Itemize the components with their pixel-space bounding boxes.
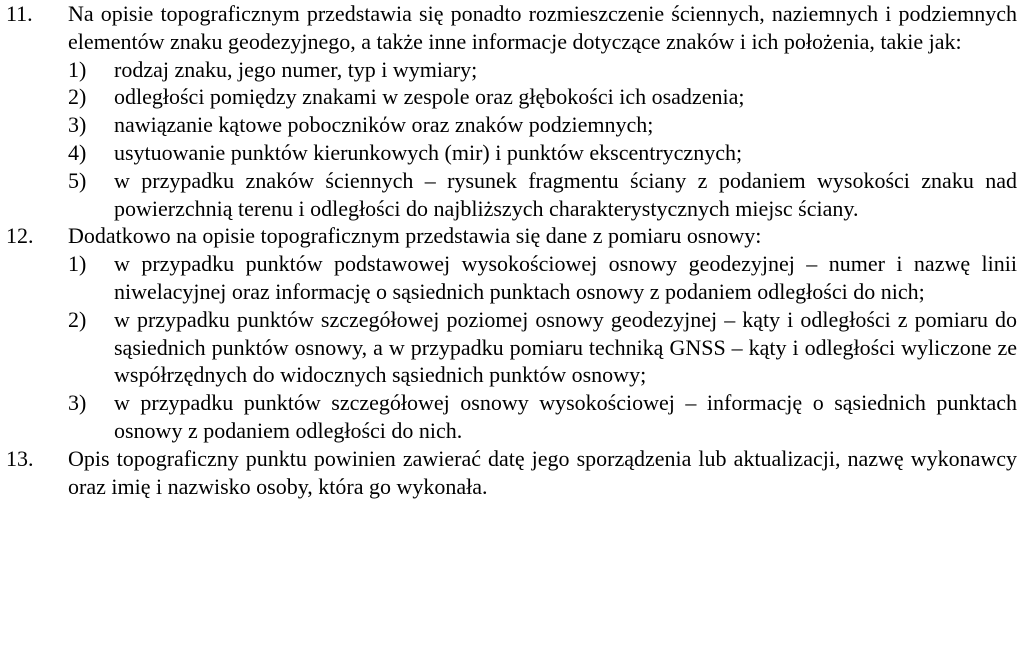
section-12 xyxy=(0,222,1023,444)
section-number: 11. xyxy=(6,1,33,26)
list-item xyxy=(0,56,1023,84)
item-text: odległości pomiędzy znakami w zespole oraz głębokości ich osadzenia; xyxy=(114,84,745,110)
item-text: w przypadku punktów szczegółowej osnowy wysokościowej – informację o sąsiednich punktach osnowy z podaniem odległości do nich. xyxy=(114,390,1017,443)
item-number: 5) xyxy=(68,167,87,193)
list-item xyxy=(0,139,1023,167)
item-number: 2) xyxy=(68,306,87,332)
item-text: w przypadku znaków ściennych – rysunek fragmentu ściany z podaniem wysokości znaku nad powierzchnią terenu i odległości do najbliższych charakterystycznych miejsc ściany. xyxy=(114,167,1017,221)
section-13 xyxy=(0,445,1023,501)
section-text: Na opisie topograficznym przedstawia się ponadto rozmieszczenie ściennych, naziemnych i podziemnych elementów znaku geodezyjnego, a także inne informacje dotyczące znaków i ich położenia, takie jak: xyxy=(68,1,1017,54)
item-number: 1) xyxy=(68,251,87,277)
item-text: rodzaj znaku, jego numer, typ i wymiary; xyxy=(114,56,478,82)
section-text: Dodatkowo na opisie topograficznym przedstawia się dane z pomiaru osnowy: xyxy=(68,223,762,249)
item-number: 4) xyxy=(68,139,87,165)
section-text: Opis topograficzny punktu powinien zawierać datę jego sporządzenia lub aktualizacji, nazwę wykonawcy oraz imię i nazwisko osoby, która go wykonała. xyxy=(68,445,1017,499)
item-number: 3) xyxy=(68,112,87,138)
section-number: 12. xyxy=(6,223,34,249)
section-11 xyxy=(0,0,1023,222)
section-11-list xyxy=(0,56,1023,223)
list-item xyxy=(0,111,1023,139)
list-item xyxy=(0,83,1023,111)
section-number: 13. xyxy=(6,445,34,471)
list-item xyxy=(0,389,1023,445)
list-item xyxy=(0,250,1023,306)
item-number: 1) xyxy=(68,56,87,82)
section-12-list xyxy=(0,250,1023,445)
item-number: 2) xyxy=(68,84,87,110)
item-text: w przypadku punktów podstawowej wysokościowej osnowy geodezyjnej – numer i nazwę linii niwelacyjnej oraz informację o sąsiednich punktach osnowy z podaniem odległości do nich; xyxy=(114,251,1017,304)
list-item xyxy=(0,167,1023,223)
list-item xyxy=(0,306,1023,389)
item-text: w przypadku punktów szczegółowej poziomej osnowy geodezyjnej – kąty i odległości z pomiaru do sąsiednich punktów osnowy, a w przypadku pomiaru techniką GNSS – kąty i odległości wyliczone ze współrzędnych do widocznych sąsiednich punktów osnowy; xyxy=(114,306,1017,388)
item-text: nawiązanie kątowe pobocznikόw oraz znaków podziemnych; xyxy=(114,112,654,138)
item-text: usytuowanie punktów kierunkowych (mir) i punktów ekscentrycznych; xyxy=(114,139,743,165)
item-number: 3) xyxy=(68,390,87,416)
